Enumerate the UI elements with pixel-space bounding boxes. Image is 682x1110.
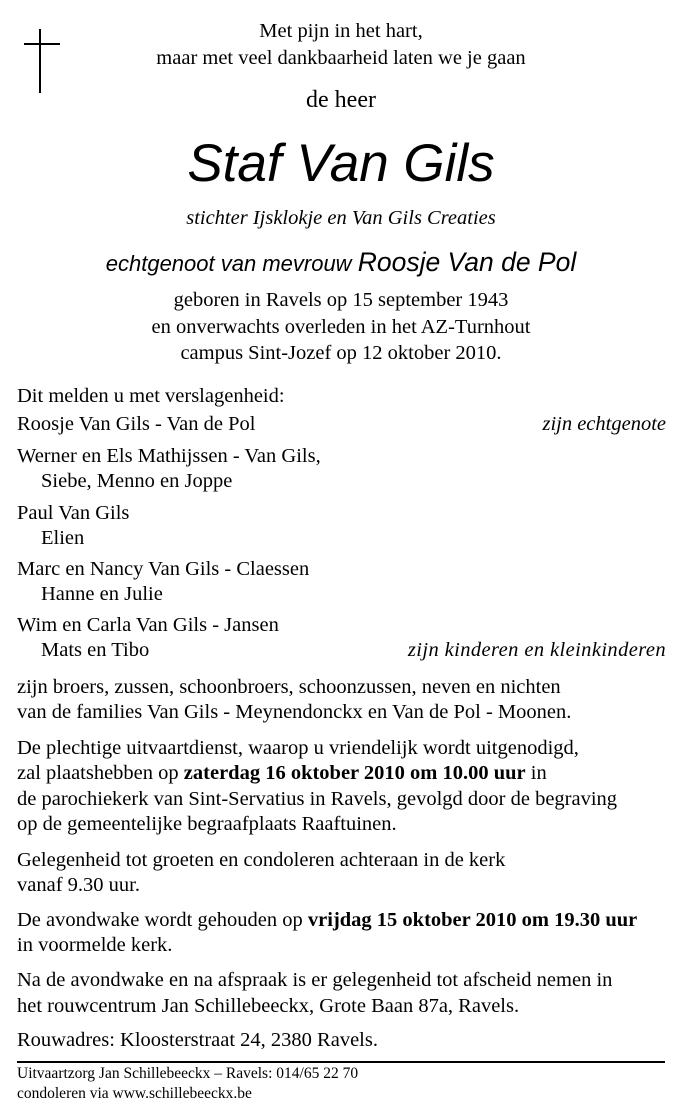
grandchildren: Siebe, Menno en Joppe bbox=[41, 470, 233, 492]
wake-line-1-pre: De avondwake wordt gehouden op bbox=[17, 909, 308, 931]
died-line-2: campus Sint-Jozef op 12 oktober 2010. bbox=[180, 342, 502, 364]
wake-line-1 bbox=[17, 907, 637, 934]
relatives-line-1: zijn broers, zussen, schoonbroers, schoonzussen, neven en nichten bbox=[17, 676, 561, 698]
occupation: stichter Ijsklokje en Van Gils Creaties bbox=[186, 207, 496, 229]
funeral-line-1: De plechtige uitvaartdienst, waarop u vriendelijk wordt uitgenodigd, bbox=[17, 737, 579, 759]
spouse-prefix: echtgenoot van mevrouw bbox=[105, 251, 352, 276]
child-parents: Paul Van Gils bbox=[17, 502, 130, 524]
children-role: zijn kinderen en kleinkinderen bbox=[407, 639, 666, 661]
condolence-website: condoleren via www.schillebeeckx.be bbox=[17, 1085, 252, 1102]
farewell-line-2: het rouwcentrum Jan Schillebeeckx, Grote Baan 87a, Ravels. bbox=[17, 995, 520, 1017]
grandchildren: Elien bbox=[41, 527, 85, 549]
spouse-role: zijn echtgenote bbox=[542, 413, 666, 435]
child-parents: Marc en Nancy Van Gils - Claessen bbox=[17, 558, 310, 580]
spouse-name: Roosje Van de Pol bbox=[357, 247, 577, 277]
funeral-line-2-post: in bbox=[525, 762, 547, 784]
intro-line-2: maar met veel dankbaarheid laten we je gaan bbox=[156, 47, 526, 69]
relatives-line-2: van de families Van Gils - Meynendonckx en Van de Pol - Moonen. bbox=[17, 701, 572, 723]
child-parents: Wim en Carla Van Gils - Jansen bbox=[17, 614, 279, 636]
funeral-line-4: op de gemeentelijke begraafplaats Raaftuinen. bbox=[17, 813, 397, 835]
intro-line-1: Met pijn in het hart, bbox=[259, 20, 423, 42]
mourning-address: Rouwadres: Kloosterstraat 24, 2380 Ravels. bbox=[17, 1029, 378, 1051]
spouse-entry: Roosje Van Gils - Van de Pol bbox=[17, 413, 256, 435]
footer-divider bbox=[17, 1061, 665, 1063]
condolences-line-1: Gelegenheid tot groeten en condoleren achteraan in de kerk bbox=[17, 849, 506, 871]
died-line-1: en onverwachts overleden in het AZ-Turnhout bbox=[151, 316, 531, 338]
child-parents: Werner en Els Mathijssen - Van Gils, bbox=[17, 445, 321, 467]
funeral-date: zaterdag 16 oktober 2010 om 10.00 uur bbox=[183, 762, 526, 784]
funeral-line-3: de parochiekerk van Sint-Servatius in Ravels, gevolgd door de begraving bbox=[17, 788, 618, 810]
spouse-line bbox=[0, 247, 682, 279]
undertaker-info: Uitvaartzorg Jan Schillebeeckx – Ravels: 014/65 22 70 bbox=[17, 1065, 359, 1082]
grandchildren: Hanne en Julie bbox=[41, 583, 163, 605]
grandchildren: Mats en Tibo bbox=[41, 639, 150, 661]
born-line: geboren in Ravels op 15 september 1943 bbox=[173, 289, 509, 311]
wake-date: vrijdag 15 oktober 2010 om 19.30 uur bbox=[307, 909, 638, 931]
deceased-name: Staf Van Gils bbox=[187, 134, 495, 193]
family-intro: Dit melden u met verslagenheid: bbox=[17, 385, 285, 407]
funeral-line-2 bbox=[17, 760, 547, 787]
farewell-line-1: Na de avondwake en na afspraak is er gelegenheid tot afscheid nemen in bbox=[17, 969, 613, 991]
condolences-line-2: vanaf 9.30 uur. bbox=[17, 874, 140, 896]
wake-line-2: in voormelde kerk. bbox=[17, 934, 173, 956]
title-prefix: de heer bbox=[306, 87, 376, 113]
funeral-line-2-pre: zal plaatshebben op bbox=[17, 762, 184, 784]
